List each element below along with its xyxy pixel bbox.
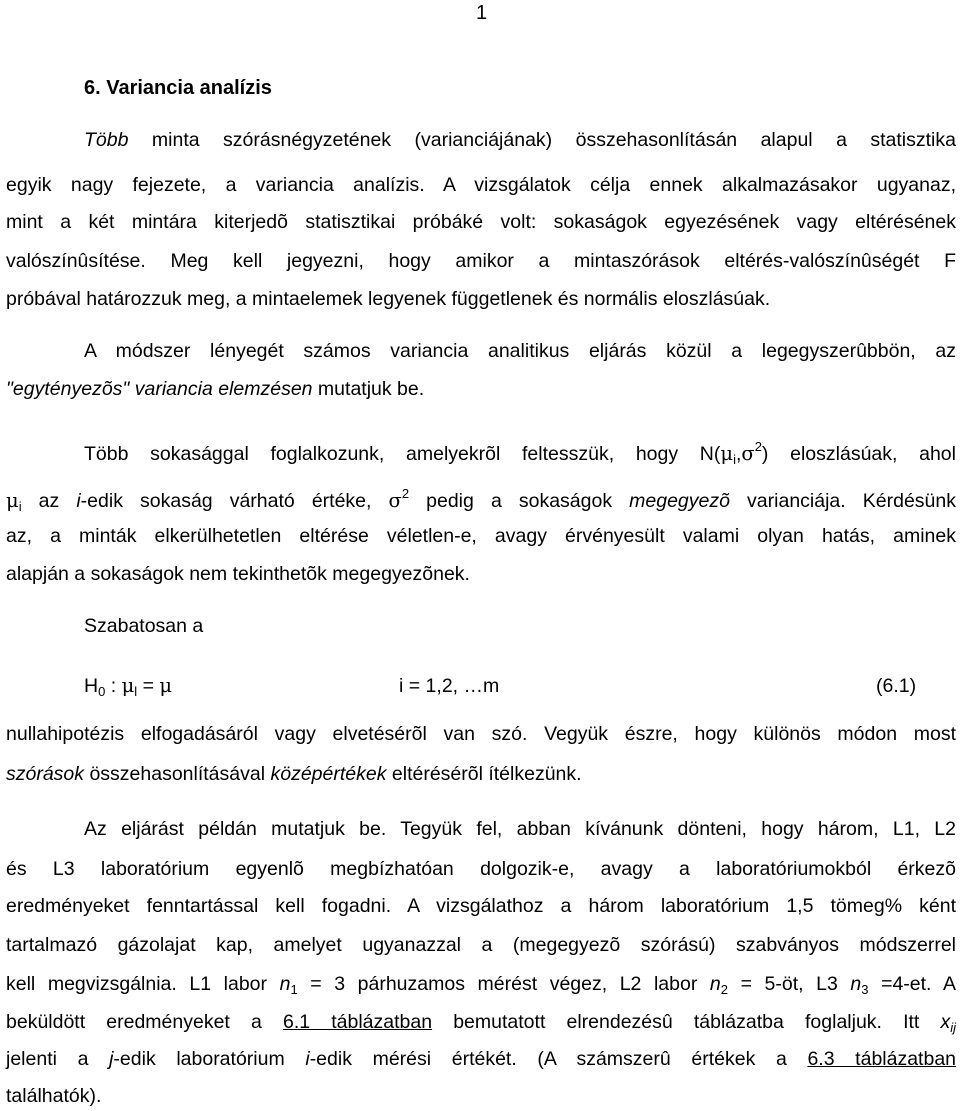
p3-text-b: ) eloszlásúak, ahol [761, 443, 956, 465]
equation-number: (6.1) [876, 675, 917, 697]
italic-n: n [850, 973, 862, 995]
comma: , [735, 443, 742, 465]
mu-symbol: μ [121, 674, 135, 697]
p6-text: -edik laboratórium [113, 1048, 306, 1070]
p6-line-4: tartalmazó gázolajat kap, amelyet ugyanazzal a (megegyezõ szórású) szabványos módszerrel [6, 934, 956, 956]
p5-line-1: nullahipotézis elfogadásáról vagy elvetésérõl van szó. Vegyük észre, hogy különös módon most [6, 723, 956, 745]
table-6-1-link[interactable]: 6.1 táblázatban [282, 1011, 433, 1033]
p6-text: =4-et. A [868, 973, 956, 995]
eq-h: H [84, 675, 99, 697]
superscript-2: 2 [754, 439, 762, 454]
sigma-symbol: σ [388, 489, 402, 512]
p3-line-3: az, a minták elkerülhetetlen eltérése véletlen-e, avagy érvényesült valami olyan hatás, aminek [6, 525, 956, 547]
italic-i: i [76, 490, 81, 512]
subscript-i: i [18, 499, 22, 514]
p6-line-2: és L3 laboratórium egyenlõ megbízhatóan dolgozik-e, avagy a laboratóriumokból érkezõ [6, 858, 956, 880]
mu-symbol: μ [6, 489, 19, 512]
subscript-ij: ij [950, 1020, 957, 1035]
subscript-3: 3 [861, 982, 869, 997]
p2-italic-term: "egytényezõs" variancia elemzésen [6, 378, 313, 400]
p1-line-5: próbával határozzuk meg, a mintaelemek legyenek függetlenek és normális eloszlásúak. [6, 288, 771, 310]
eq-mu-sub: l [134, 684, 138, 699]
p6-line-3: eredményeket fenntartással kell fogadni. A vizsgálathoz a három laboratórium 1,5 tömeg% ként [6, 895, 956, 917]
p3-text: varianciája. Kérdésünk [729, 490, 956, 512]
p5-text: összehasonlításával [84, 763, 271, 785]
p6-line-8: találhatók). [6, 1085, 102, 1107]
italic-x: x [940, 1011, 951, 1033]
p1-line-1 [84, 127, 956, 153]
p3-line-1 [84, 434, 956, 473]
eq-h-sub: 0 [98, 684, 106, 699]
p1-line-2: egyik nagy fejezete, a variancia analízis. A vizsgálatok célja ennek alkalmazásakor ugyanaz, [6, 174, 956, 196]
italic-n: n [709, 973, 721, 995]
italic-n: n [279, 973, 291, 995]
p6-text: jelenti a [6, 1048, 110, 1070]
p4-line: Szabatosan a [84, 615, 204, 637]
p2-line-1: A módszer lényegét számos variancia analitikus eljárás közül a legegyszerûbbön, az [84, 340, 956, 362]
p6-line-6 [6, 1009, 956, 1041]
superscript-2: 2 [401, 486, 410, 501]
table-6-3-link[interactable]: 6.3 táblázatban [807, 1048, 957, 1070]
p6-text: = 5-öt, L3 [728, 973, 851, 995]
eq-equals: = [137, 675, 160, 697]
p1-line-3: mint a két mintára kiterjedõ statisztikai próbáké volt: sokaságok egyezésének vagy eltérésének [6, 211, 956, 233]
p5-line-2 [6, 761, 582, 787]
p3-text: az [21, 490, 77, 512]
eq-colon: : [105, 675, 122, 697]
subscript-2: 2 [720, 982, 729, 997]
p5-text: eltérésérõl ítélkezünk. [386, 763, 582, 785]
p6-line-5 [6, 971, 956, 1003]
p6-text: beküldött eredményeket a [6, 1011, 283, 1033]
italic-kozepertekek: középértékek [270, 763, 387, 785]
p1-italic-tobb: Több [84, 129, 129, 151]
p6-text: kell megvizsgálnia. L1 labor [6, 973, 280, 995]
sigma-symbol: σ [741, 442, 755, 465]
italic-megegyezo: megegyezõ [629, 490, 730, 512]
mu-symbol: μ [159, 674, 173, 697]
p3-line-4: alapján a sokaságok nem tekinthetõk megegyezõnek. [6, 563, 470, 585]
p1-text: minta szórásnégyzetének (varianciájának) összehasonlításán alapul a statisztika [128, 129, 956, 151]
italic-i: i [305, 1048, 310, 1070]
section-heading: 6. Variancia analízis [84, 77, 272, 99]
italic-j: j [109, 1048, 114, 1070]
p6-text: bemutatott elrendezésû táblázatba foglaljuk. Itt [432, 1011, 941, 1033]
p3-text: -edik sokaság várható értéke, [80, 490, 389, 512]
mu-symbol: μ [720, 442, 734, 465]
italic-szorasok: szórások [6, 763, 85, 785]
p6-line-7 [6, 1046, 956, 1072]
p6-text: -edik mérési értékét. (A számszerû értékek a [309, 1048, 808, 1070]
p3-text: pedig a sokaságok [409, 490, 630, 512]
p3-text-a: Több sokasággal foglalkozunk, amelyekrõl feltesszük, hogy N( [84, 443, 721, 465]
p3-line-2 [6, 481, 956, 520]
p2-text: mutatjuk be. [312, 378, 425, 400]
page-number: 1 [476, 2, 488, 24]
p2-line-2 [6, 376, 424, 402]
equation-lhs [84, 673, 172, 705]
equation-range: i = 1,2, …m [399, 675, 500, 697]
subscript-i: i [733, 452, 736, 467]
p6-line-1: Az eljárást példán mutatjuk be. Tegyük fel, abban kívánunk dönteni, hogy három, L1, L2 [84, 818, 956, 840]
p6-text: = 3 párhuzamos mérést végez, L2 labor [297, 973, 710, 995]
subscript-1: 1 [290, 982, 298, 997]
p1-line-4: valószínûsítése. Meg kell jegyezni, hogy amikor a mintaszórások eltérés-valószínûségét F [6, 250, 956, 272]
